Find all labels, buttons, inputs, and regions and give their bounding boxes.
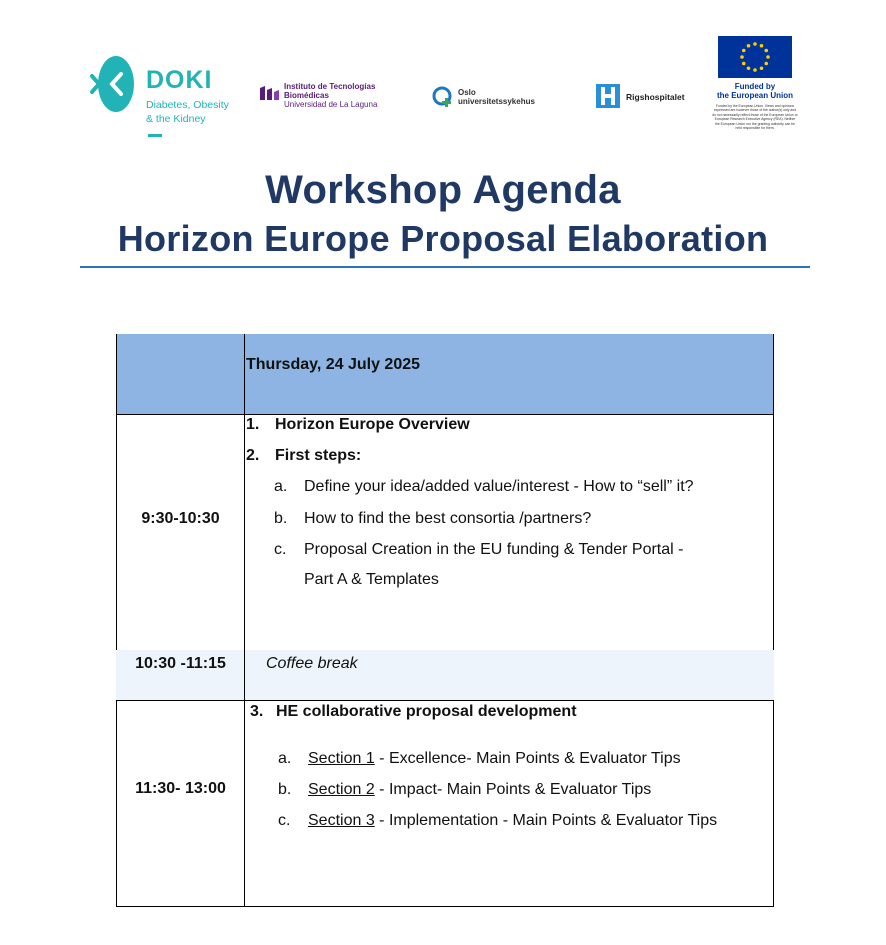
session-3-item: HE collaborative proposal development — [276, 703, 577, 720]
session-1-item-1-marker: 1. — [246, 416, 260, 433]
page-subtitle: Horizon Europe Proposal Elaboration — [117, 218, 769, 259]
row-divider — [116, 414, 774, 415]
subitem-text: How to find the best consortia /partners? — [304, 510, 592, 527]
subitem-marker: a. — [278, 750, 292, 767]
subitem-marker: c. — [278, 812, 291, 829]
section-3-link: Section 3 — [308, 812, 375, 829]
subitem-text: Section 3 - Implementation - Main Points & Evaluator Tips — [308, 812, 718, 829]
doki-underline — [148, 134, 162, 137]
coffee-break-label: Coffee break — [266, 655, 358, 672]
subitem-text: Section 1 - Excellence- Main Points & Evaluator Tips — [308, 750, 681, 767]
session-1-time: 9:30-10:30 — [141, 510, 220, 527]
doki-mark-icon — [88, 54, 134, 114]
subitem-marker: c. — [274, 541, 287, 558]
section-1-link: Section 1 — [308, 750, 375, 767]
eu-star — [766, 55, 770, 59]
session-3-time: 11:30- 13:00 — [135, 780, 226, 797]
header-row — [116, 334, 774, 414]
table-border-right — [773, 334, 774, 650]
eu-star — [764, 49, 768, 53]
session-2-time: 10:30 -11:15 — [135, 655, 226, 672]
eu-funded-title: Funded by the European Union — [717, 82, 793, 100]
table-border-left — [116, 700, 117, 907]
logo-bar — [0, 0, 886, 150]
session-1-item-1: Horizon Europe Overview — [275, 416, 470, 433]
column-divider — [244, 334, 245, 907]
doki-subtitle: Diabetes, Obesity & the Kidney — [146, 99, 229, 125]
eu-star — [742, 49, 746, 53]
eu-star — [760, 66, 764, 70]
doki-wordmark: DOKI — [146, 66, 213, 94]
oslo-mark-icon — [432, 86, 454, 108]
row-divider — [116, 700, 774, 701]
eu-star — [747, 66, 751, 70]
session-1-item-2-marker: 2. — [246, 447, 260, 464]
eu-star — [740, 55, 744, 59]
eu-disclaimer: Funded by the European Union. Views and opinions expressed are however those of the author(s) only and do not necessarily reflect those of the European Union or European Research Executive Agency (REA). Neither the European Union nor the granting authority can be held responsible for them. — [712, 104, 798, 131]
title-divider — [80, 266, 810, 268]
table-border-bottom — [116, 906, 774, 907]
session-1-item-2: First steps: — [275, 447, 362, 464]
subitem-continuation: Part A & Templates — [304, 571, 439, 588]
subitem-text: Proposal Creation in the EU funding & Tender Portal - — [304, 541, 684, 558]
eu-star — [742, 62, 746, 66]
eu-star — [764, 62, 768, 66]
subitem-marker: a. — [274, 478, 288, 495]
page-title: Workshop Agenda — [265, 168, 621, 212]
rigshospitalet-text: Rigshospitalet — [626, 92, 685, 102]
subitem-marker: b. — [278, 781, 292, 798]
eu-flag-icon — [718, 36, 792, 78]
oslo-text: Oslo universitetssykehus — [458, 88, 535, 106]
agenda-table — [116, 334, 774, 907]
eu-star — [753, 68, 757, 72]
subitem-marker: b. — [274, 510, 288, 527]
eu-star — [760, 44, 764, 48]
rigshospitalet-mark-icon — [596, 84, 620, 108]
table-border-left — [116, 334, 117, 650]
subitem-text: Define your idea/added value/interest - How to “sell” it? — [304, 478, 694, 495]
subitem-text: Section 2 - Impact- Main Points & Evaluator Tips — [308, 781, 652, 798]
session-3-item-marker: 3. — [250, 703, 264, 720]
table-border-right — [773, 700, 774, 907]
eu-star — [747, 44, 751, 48]
eu-star — [753, 42, 757, 46]
itb-text: Instituto de Tecnologías Biomédicas Universidad de La Laguna — [284, 82, 378, 109]
itb-mark-icon — [258, 84, 280, 102]
section-2-link: Section 2 — [308, 781, 375, 798]
agenda-date: Thursday, 24 July 2025 — [246, 356, 421, 373]
